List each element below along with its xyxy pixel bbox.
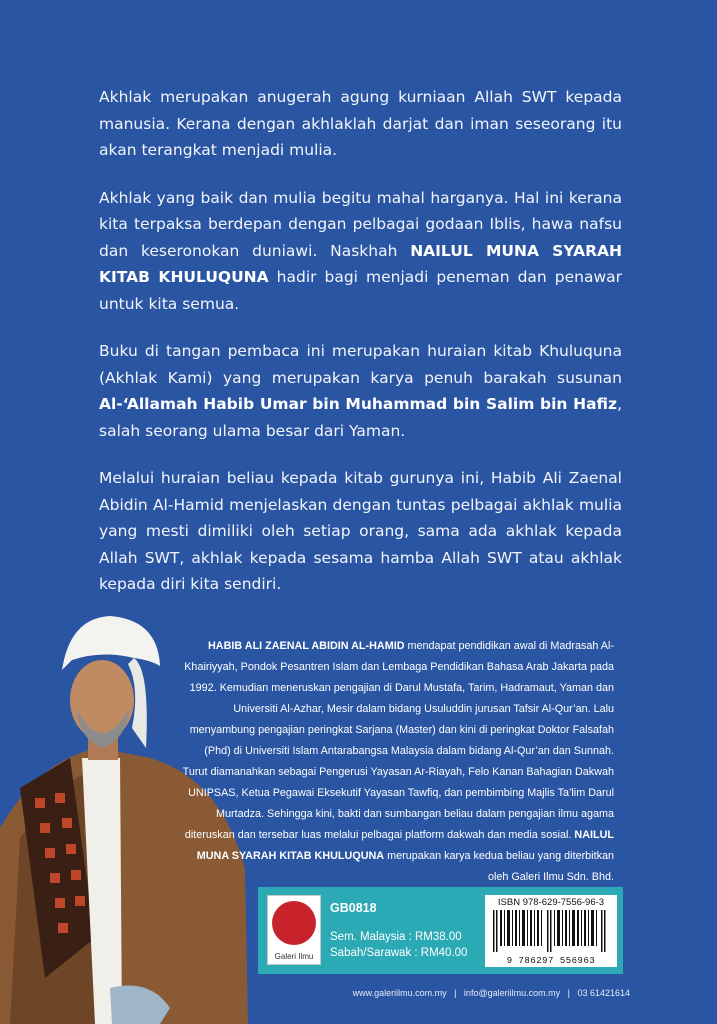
barcode-digits: 9 786297 556963	[506, 956, 596, 966]
author-teacher-emphasis: Al-‘Allamah Habib Umar bin Muhammad bin Salim bin Hafiz	[99, 395, 618, 413]
back-cover-blurb	[99, 84, 622, 619]
product-code: GB0818	[330, 901, 377, 915]
price-malaysia: Sem. Malaysia : RM38.00	[330, 931, 462, 943]
isbn-number: ISBN 978-629-7556-96-3	[497, 897, 605, 908]
publisher-name: Galeri Ilmu	[274, 952, 314, 961]
blurb-paragraph-3: Buku di tangan pembaca ini merupakan huraian kitab Khuluquna (Akhlak Kami) yang merupakan karya penuh barakah susunan Al-‘Allamah Habib Umar bin Muhammad bin Salim bin Hafiz, salah seorang ulama besar dari Yaman.	[99, 342, 622, 440]
blurb-paragraph-4: Melalui huraian beliau kepada kitab gurunya ini, Habib Ali Zaenal Abidin Al-Hamid menjelaskan dengan tuntas pelbagai akhlak mulia yang mesti dimiliki oleh setiap orang, sama ada akhlak kepada Allah SWT, akhlak kepada sesama hamba Allah SWT atau akhlak kepada diri kita sendiri.	[99, 469, 622, 593]
bio-book-title: NAILUL MUNA SYARAH KITAB KHULUQUNA	[196, 829, 614, 862]
book-title-emphasis: NAILUL MUNA SYARAH KITAB KHULUQUNA	[99, 241, 622, 286]
publisher-logo-mark	[272, 901, 316, 945]
barcode-bars	[491, 910, 611, 952]
author-name: HABIB ALI ZAENAL ABIDIN AL-HAMID	[207, 640, 405, 652]
barcode	[485, 895, 617, 967]
author-biography: HABIB ALI ZAENAL ABIDIN AL-HAMID mendapat pendidikan awal di Madrasah Al-Khairiyyah, Pondok Pesantren Islam dan Lembaga Pendidikan Bahasa Arab Jakarta pada 1992. Kemudian meneruskan pengajian di Darul Mustafa, Tarim, Hadramaut, Yaman dan Universiti Al-Azhar, Mesir dalam bidang Usuluddin jurusan Tafsir Al-Qur’an. Lalu menyambung pengajian peringkat Sarjana (Master) dan kini di peringkat Doktor Falsafah (Phd) di Universiti Islam Antarabangsa Malaysia dalam bidang Al-Qur’an dan Sunnah. Turut diamanahkan sebagai Pengerusi Yayasan Ar-Riayah, Felo Kanan Bahagian Dakwah UNIPSAS, Ketua Pegawai Eksekutif Yayasan Tawfiq, dan pembimbing Majlis Ta’lim Darul Murtadza. Sehingga kini, bakti dan sumbangan beliau dalam pengajian ilmu agama diteruskan dan tersebar luas melalui pelbagai platform dakwah dan media sosial. NAILUL MUNA SYARAH KITAB KHULUQUNA merupakan karya kedua beliau yang diterbitkan oleh Galeri Ilmu Sdn. Bhd.	[182, 640, 614, 883]
product-info-bar	[258, 887, 623, 974]
blurb-paragraph-2: Akhlak yang baik dan mulia begitu mahal harganya. Hal ini kerana kita terpaksa berdepan dengan pelbagai godaan Iblis, hawa nafsu dan keseronokan duniawi. Naskhah NAILUL MUNA SYARAH KITAB KHULUQUNA hadir bagi menjadi peneman dan penawar untuk kita semua.	[99, 188, 622, 313]
price-sabah-sarawak: Sabah/Sarawak : RM40.00	[330, 947, 468, 959]
publisher-logo	[267, 895, 321, 965]
publisher-contact-footer: www.galeriilmu.com.my | info@galeriilmu.com.my | 03 61421614	[352, 988, 630, 998]
blurb-paragraph-1: Akhlak merupakan anugerah agung kurniaan Allah SWT kepada manusia. Kerana dengan akhlaklah darjat dan iman seseorang itu akan terangkat menjadi mulia.	[99, 88, 622, 159]
